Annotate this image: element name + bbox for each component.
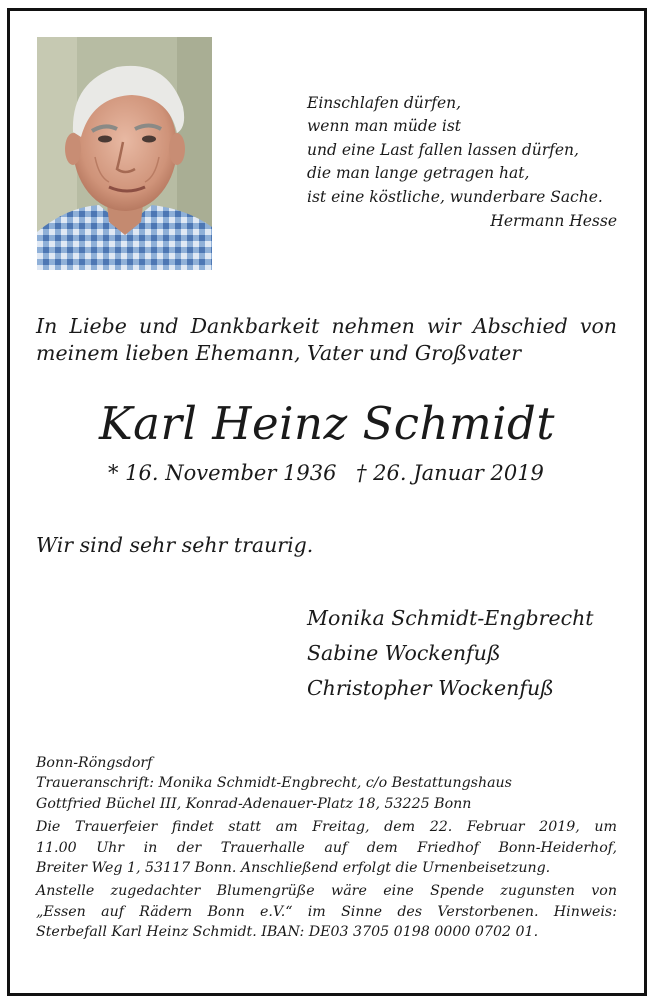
family-member: Christopher Wockenfuß — [307, 676, 554, 700]
death-date: † 26. Januar 2019 — [356, 461, 544, 485]
funeral-details — [36, 753, 617, 943]
donation-line: Sterbefall Karl Heinz Schmidt. IBAN: DE03 3705 0198 0000 0702 01. — [36, 924, 539, 941]
poem — [307, 92, 622, 209]
service-line: Die Trauerfeier findet statt am Freitag, dem 22. Februar 2019, um — [36, 819, 617, 836]
intro-line-1: In Liebe und Dankbarkeit nehmen wir Abschied von — [36, 314, 617, 338]
donation-line: Anstelle zugedachter Blumengrüße wäre eine Spende zugunsten von — [36, 883, 617, 900]
place: Bonn-Röngsdorf — [36, 755, 153, 771]
donation-paragraph — [36, 881, 617, 942]
address-line: Gottfried Büchel III, Konrad-Adenauer-Platz 18, 53225 Bonn — [36, 795, 472, 812]
family-member: Sabine Wockenfuß — [307, 641, 501, 665]
service-paragraph — [36, 817, 617, 878]
poem-line: die man lange getragen hat, — [307, 164, 530, 183]
intro-line-2: meinem lieben Ehemann, Vater und Großvater — [36, 341, 522, 365]
donation-line: „Essen auf Rädern Bonn e.V.“ im Sinne des Verstorbenen. Hinweis: — [36, 903, 617, 920]
family-signatures — [307, 601, 594, 706]
poem-line: ist eine köstliche, wunderbare Sache. — [307, 187, 603, 206]
birth-date: * 16. November 1936 — [108, 461, 337, 485]
poem-line: wenn man müde ist — [307, 117, 462, 136]
poem-line: Einschlafen dürfen, — [307, 94, 462, 112]
service-line: Breiter Weg 1, 53117 Bonn. Anschließend erfolgt die Urnenbeisetzung. — [36, 860, 551, 877]
portrait-photo — [37, 37, 212, 270]
poem-line: und eine Last fallen lassen dürfen, — [307, 140, 579, 159]
service-line: 11.00 Uhr in der Trauerhalle auf dem Friedhof Bonn-Heiderhof, — [36, 839, 617, 856]
address-line: Traueranschrift: Monika Schmidt-Engbrecht, c/o Bestattungshaus — [36, 775, 512, 792]
sad-note: Wir sind sehr sehr traurig. — [36, 533, 314, 557]
intro-text — [36, 313, 617, 367]
family-member: Monika Schmidt-Engbrecht — [307, 606, 594, 630]
deceased-name: Karl Heinz Schmidt — [99, 397, 555, 450]
poem-author: Hermann Hesse — [490, 212, 617, 230]
